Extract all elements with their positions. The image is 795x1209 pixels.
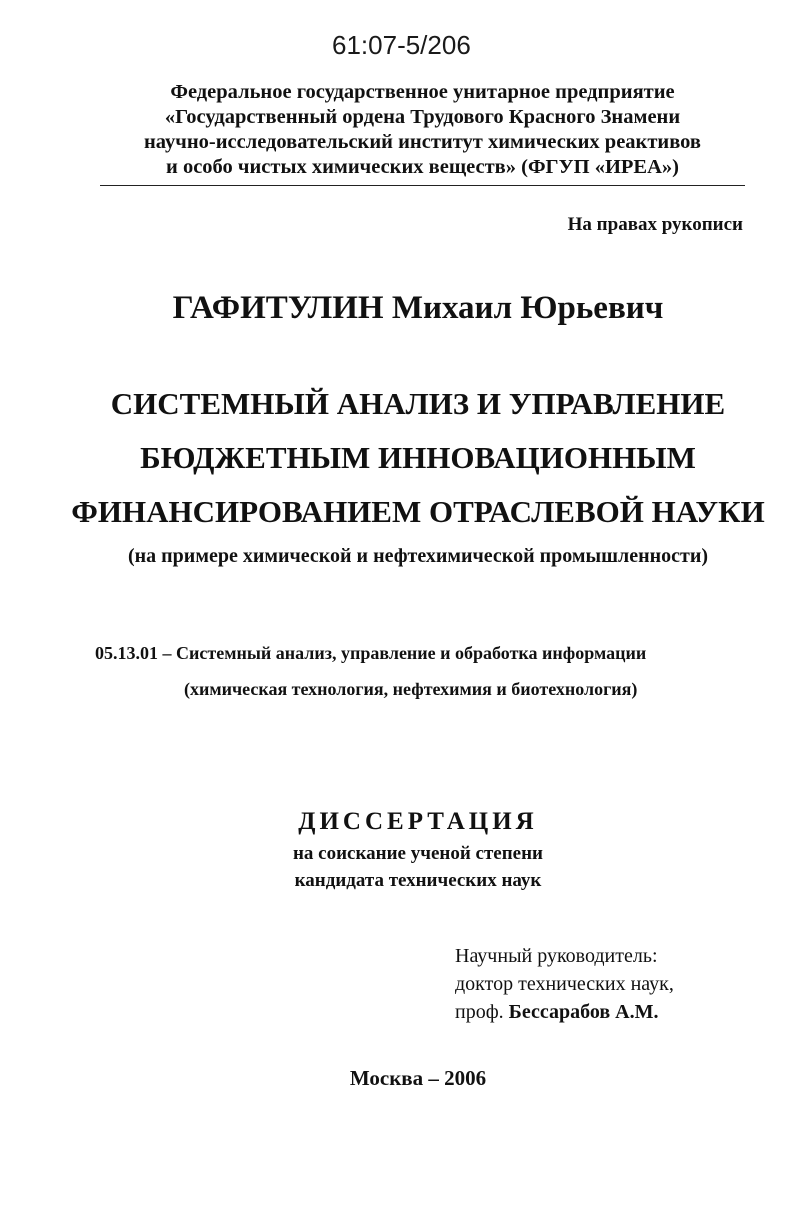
organization-line: научно-исследовательский институт химических реактивов — [143, 131, 701, 153]
specialty-code: 05.13.01 – Системный анализ, управление и обработка информации — [95, 643, 647, 663]
dissertation-title — [0, 377, 795, 539]
organization-line: Федеральное государственное унитарное предприятие — [170, 81, 675, 103]
supervisor-block — [455, 942, 674, 1026]
supervisor-name-line — [455, 998, 674, 1026]
organization-line: «Государственный ордена Трудового Красного Знамени — [164, 106, 681, 128]
organization-line: и особо чистых химических веществ» (ФГУП «ИРЕА») — [166, 156, 679, 178]
manuscript-rights-note: На правах рукописи — [567, 214, 743, 235]
degree-line: на соискание ученой степени — [292, 843, 543, 864]
organization-divider — [100, 185, 745, 186]
title-line: БЮДЖЕТНЫМ ИННОВАЦИОННЫМ — [140, 440, 696, 475]
specialty-detail: (химическая технология, нефтехимия и биотехнология) — [184, 679, 638, 699]
degree-line: кандидата технических наук — [294, 870, 542, 891]
author-name: ГАФИТУЛИН Михаил Юрьевич — [172, 290, 664, 326]
title-line: СИСТЕМНЫЙ АНАЛИЗ И УПРАВЛЕНИЕ — [110, 386, 726, 421]
supervisor-name: Бессарабов А.М. — [508, 1001, 659, 1023]
city-year: Москва – 2006 — [349, 1066, 487, 1090]
organization-block — [100, 80, 745, 180]
supervisor-label: Научный руководитель: — [455, 945, 658, 967]
title-line: ФИНАНСИРОВАНИЕМ ОТРАСЛЕВОЙ НАУКИ — [71, 494, 765, 529]
archive-stamp: 61:07-5/206 — [332, 30, 471, 60]
dissertation-heading: ДИССЕРТАЦИЯ — [298, 808, 538, 835]
supervisor-degree: доктор технических наук, — [455, 973, 674, 995]
dissertation-subtitle: (на примере химической и нефтехимической промышленности) — [127, 545, 709, 567]
supervisor-title: проф. — [455, 1001, 504, 1023]
